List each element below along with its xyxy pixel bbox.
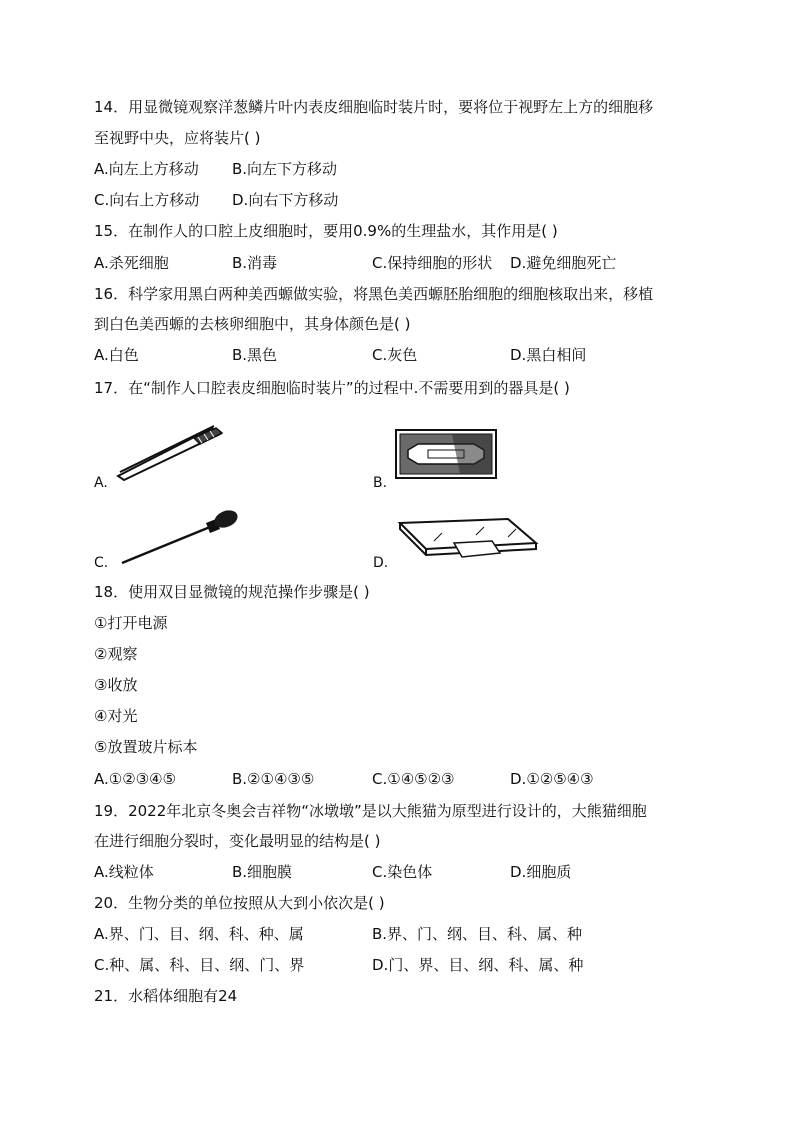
q18-option-c: C.①④⑤②③ [372, 770, 455, 788]
q17-option-c-label: C. [94, 555, 109, 571]
q15-option-b: B.消毒 [232, 254, 278, 272]
q20-option-b: B.界、门、纲、目、科、属、种 [372, 925, 583, 943]
q18-step-3: ③收放 [94, 676, 138, 694]
q21-stem: 21．水稻体细胞有24 [94, 987, 238, 1005]
q20-option-c: C.种、属、科、目、纲、门、界 [94, 956, 305, 974]
q16-option-a: A.白色 [94, 346, 139, 364]
q19-stem-line-2: 在进行细胞分裂时，变化最明显的结构是( ) [94, 832, 381, 850]
q18-step-2: ②观察 [94, 645, 138, 663]
q18-option-a: A.①②③④⑤ [94, 770, 177, 788]
q14-option-c: C.向右上方移动 [94, 191, 200, 209]
q16-stem-line-2: 到白色美西螈的去核卵细胞中，其身体颜色是( ) [94, 315, 411, 333]
q14-stem-line-1: 14．用显微镜观察洋葱鳞片叶内表皮细胞临时装片时，要将位于视野左上方的细胞移 [94, 98, 654, 116]
q19-stem-line-1: 19．2022年北京冬奥会吉祥物“冰墩墩”是以大熊猫为原型进行设计的，大熊猫细胞 [94, 802, 647, 820]
q19-option-b: B.细胞膜 [232, 863, 293, 881]
q17-stem: 17．在“制作人口腔表皮细胞临时装片”的过程中.不需要用到的器具是( ) [94, 379, 570, 397]
q20-option-a: A.界、门、目、纲、科、种、属 [94, 925, 304, 943]
razor-blade-icon [392, 428, 500, 480]
glass-slide-icon [396, 515, 540, 567]
q16-option-b: B.黑色 [232, 346, 278, 364]
q18-option-b: B.②①④③⑤ [232, 770, 315, 788]
q17-option-d-label: D. [373, 555, 389, 571]
q15-option-c: C.保持细胞的形状 [372, 254, 493, 272]
q17-option-b-label: B. [373, 475, 388, 491]
q18-step-5: ⑤放置玻片标本 [94, 738, 198, 756]
q20-option-d: D.门、界、目、纲、科、属、种 [372, 956, 584, 974]
q20-stem: 20．生物分类的单位按照从大到小依次是( ) [94, 894, 385, 912]
q18-stem: 18．使用双目显微镜的规范操作步骤是( ) [94, 583, 370, 601]
q16-option-c: C.灰色 [372, 346, 418, 364]
q14-stem-line-2: 至视野中央，应将装片( ) [94, 129, 261, 147]
q17-option-a-label: A. [94, 475, 108, 491]
q19-option-d: D.细胞质 [510, 863, 572, 881]
q18-step-1: ①打开电源 [94, 614, 168, 632]
q15-stem: 15．在制作人的口腔上皮细胞时，要用0.9%的生理盐水，其作用是( ) [94, 222, 558, 240]
dropper-icon [118, 505, 240, 567]
q14-option-a: A.向左上方移动 [94, 160, 199, 178]
q18-option-d: D.①②⑤④③ [510, 770, 594, 788]
q19-option-c: C.染色体 [372, 863, 433, 881]
q16-option-d: D.黑白相间 [510, 346, 587, 364]
q19-option-a: A.线粒体 [94, 863, 154, 881]
q18-step-4: ④对光 [94, 707, 138, 725]
q15-option-d: D.避免细胞死亡 [510, 254, 617, 272]
q16-stem-line-1: 16．科学家用黑白两种美西螈做实验，将黑色美西螈胚胎细胞的细胞核取出来，移植 [94, 285, 654, 303]
tweezers-icon [114, 420, 226, 482]
q15-option-a: A.杀死细胞 [94, 254, 169, 272]
q14-option-b: B.向左下方移动 [232, 160, 338, 178]
q14-option-d: D.向右下方移动 [232, 191, 339, 209]
